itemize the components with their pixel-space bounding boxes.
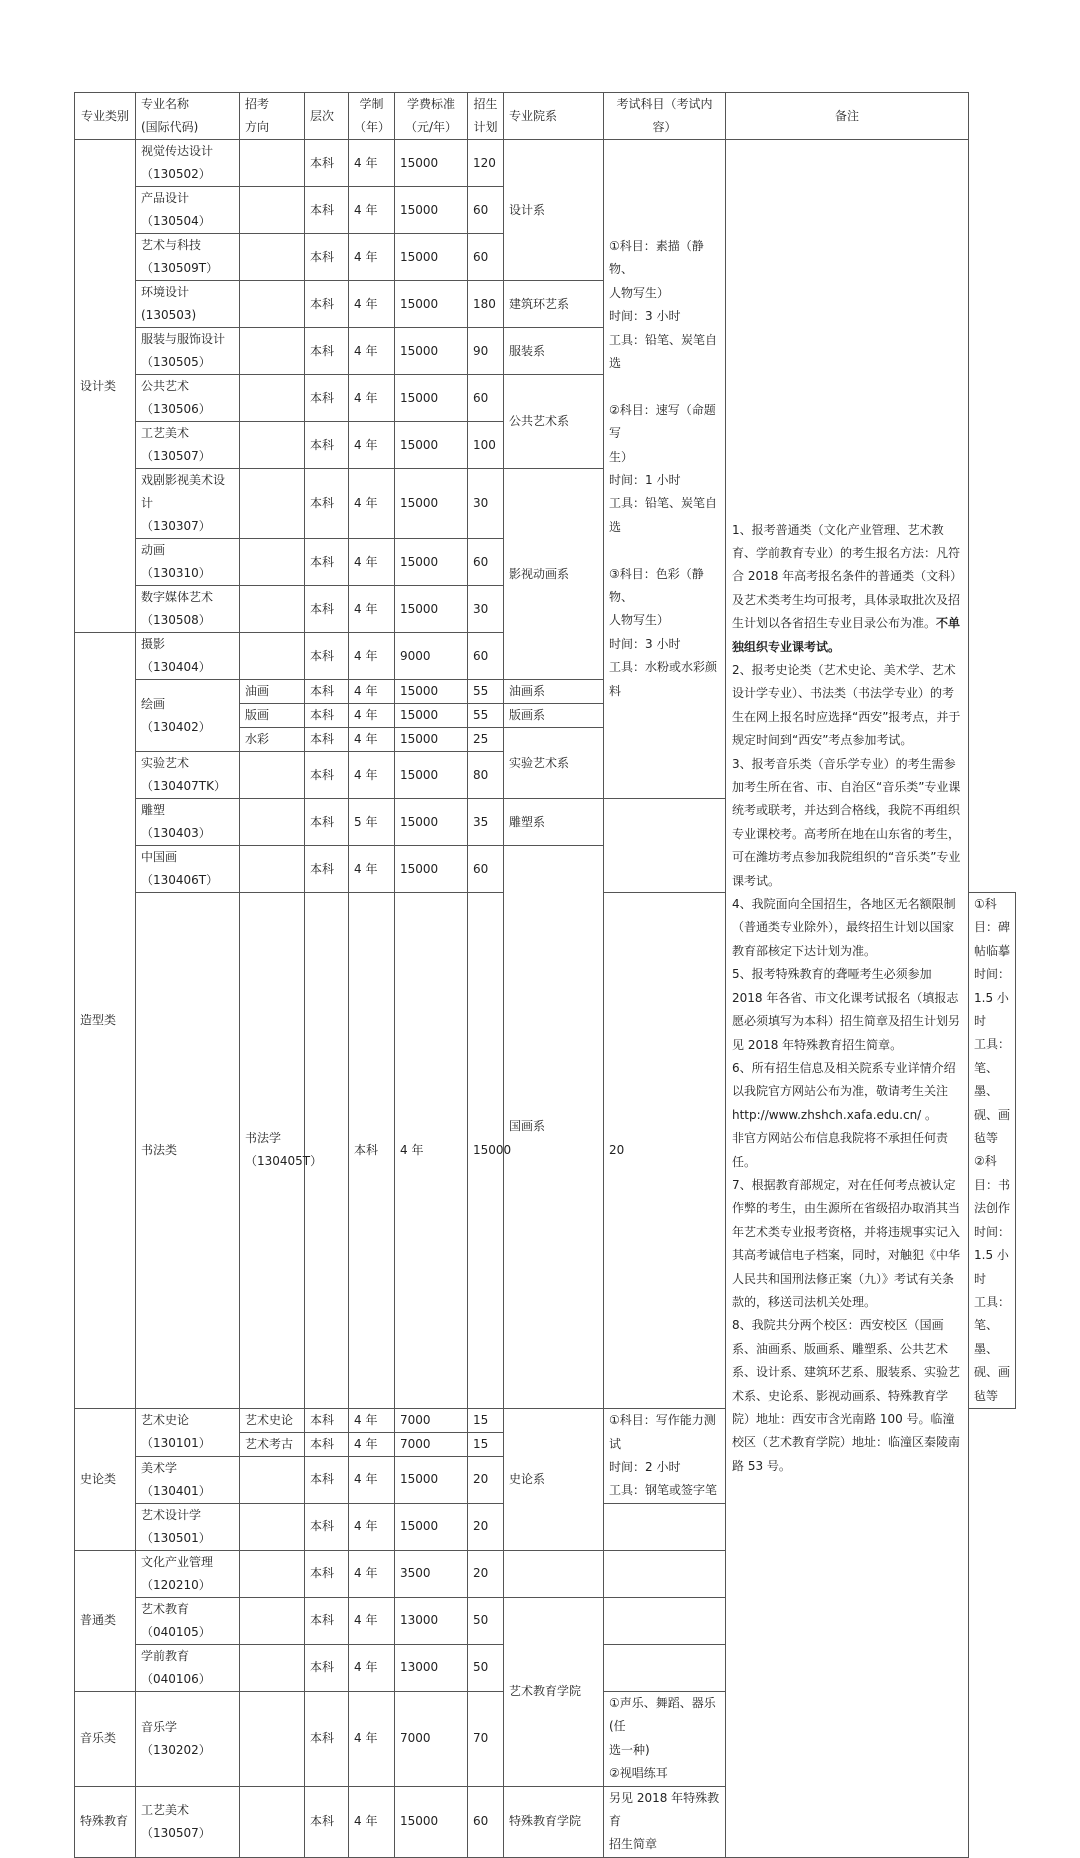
exam-empty [604, 1550, 726, 1597]
plan: 20 [468, 1503, 504, 1550]
direction [240, 846, 305, 893]
exam-special: 另见 2018 年特殊教育 招生简章 [604, 1786, 726, 1857]
exam-empty [604, 1644, 726, 1691]
department-public-art: 公共艺术系 [504, 375, 604, 469]
department-oil: 油画系 [504, 680, 604, 704]
plan: 35 [468, 799, 504, 846]
note-7: 7、根据教育部规定，对在任何考点被认定作弊的考生，由生源所在省级招办取消其当年艺术类专业报考资格，并将违规事实记入其高考诚信电子档案，同时，对触犯《中华人民共和国刑法修正案（九）》考试有关条款的，移送司法机关处理。 [732, 1177, 961, 1309]
level: 本科 [305, 1550, 349, 1597]
plan: 60 [468, 846, 504, 893]
years: 4 年 [349, 633, 395, 680]
direction [240, 1550, 305, 1597]
fee: 15000 [395, 846, 468, 893]
plan: 55 [468, 704, 504, 728]
plan: 20 [468, 1456, 504, 1503]
note-3: 3、报考音乐类（音乐学专业）的考生需参加考生所在省、市、自治区“音乐类”专业课统考或联考，并达到合格线，我院不再组织专业课校考。高考所在地在山东省的考生，可在潍坊考点参加我院组织的“音乐类”专业课考试。 [732, 756, 961, 888]
major-name: 雕塑 （130403） [136, 799, 240, 846]
plan: 20 [468, 1550, 504, 1597]
years: 4 年 [349, 846, 395, 893]
direction [240, 586, 305, 633]
major-name: 工艺美术 （130507） [136, 1786, 240, 1857]
fee: 15000 [395, 539, 468, 586]
plan: 25 [468, 728, 504, 752]
header-department: 专业院系 [504, 93, 604, 140]
plan: 20 [604, 893, 726, 1409]
fee: 15000 [468, 893, 504, 1409]
plan: 60 [468, 234, 504, 281]
major-name: 动画 （130310） [136, 539, 240, 586]
level: 本科 [305, 187, 349, 234]
fee: 15000 [395, 799, 468, 846]
plan: 90 [468, 328, 504, 375]
note-2: 2、报考史论类（艺术史论、美术学、艺术设计学专业）、书法类（书法学专业）的考生在网上报名时应选择“西安”报考点，并于规定时间到“西安”考点参加考试。 [732, 663, 961, 748]
category-music: 音乐类 [75, 1691, 136, 1786]
department-design: 设计系 [504, 140, 604, 281]
header-plan: 招生 计划 [468, 93, 504, 140]
level: 本科 [305, 728, 349, 752]
major-name: 公共艺术 （130506） [136, 375, 240, 422]
direction [240, 422, 305, 469]
level: 本科 [305, 586, 349, 633]
note-8: 8、我院共分两个校区：西安校区（国画系、油画系、版画系、雕塑系、公共艺术系、设计系、建筑环艺系、服装系、实验艺术系、史论系、影视动画系、特殊教育学院）地址：西安市含光南路 100 号。临潼校区（艺术教育学院）地址：临潼区秦陵南路 53 号。 [732, 1318, 961, 1473]
major-name: 艺术设计学 （130501） [136, 1503, 240, 1550]
direction [240, 1597, 305, 1644]
fee: 15000 [395, 422, 468, 469]
years: 4 年 [349, 1550, 395, 1597]
notes-column [726, 140, 969, 1858]
department-empty [504, 1550, 604, 1597]
plan: 100 [468, 422, 504, 469]
direction [305, 893, 349, 1409]
fee: 9000 [395, 633, 468, 680]
major-name: 视觉传达设计 （130502） [136, 140, 240, 187]
fee: 13000 [395, 1644, 468, 1691]
level: 本科 [305, 1597, 349, 1644]
years: 4 年 [349, 680, 395, 704]
plan: 50 [468, 1644, 504, 1691]
plan: 15 [468, 1432, 504, 1456]
fee: 15000 [395, 140, 468, 187]
direction [240, 328, 305, 375]
major-name: 数字媒体艺术 （130508） [136, 586, 240, 633]
header-notes: 备注 [726, 93, 969, 140]
direction [240, 1644, 305, 1691]
level: 本科 [305, 1503, 349, 1550]
fee: 15000 [395, 328, 468, 375]
level: 本科 [305, 1408, 349, 1432]
level: 本科 [305, 680, 349, 704]
exam-calligraphy: ①科目：碑帖临摹 时间：1.5 小时 工具：笔、墨、砚、画 毡等 ②科目：书法创作 时间：1.5 小时 工具：笔、墨、砚、画 毡等 [969, 893, 1016, 1409]
direction [240, 234, 305, 281]
level: 本科 [305, 799, 349, 846]
department-history: 史论系 [504, 1408, 604, 1550]
years: 4 年 [349, 1432, 395, 1456]
fee: 15000 [395, 281, 468, 328]
department-animation: 影视动画系 [504, 469, 604, 680]
direction: 艺术史论 [240, 1408, 305, 1432]
fee: 15000 [395, 187, 468, 234]
department-sculpture: 雕塑系 [504, 799, 604, 846]
fee: 15000 [395, 469, 468, 539]
years: 4 年 [349, 1597, 395, 1644]
header-level: 层次 [305, 93, 349, 140]
major-name: 中国画 （130406T） [136, 846, 240, 893]
direction [240, 539, 305, 586]
years: 5 年 [349, 799, 395, 846]
years: 4 年 [349, 728, 395, 752]
years: 4 年 [349, 1644, 395, 1691]
note-1: 1、报考普通类（文化产业管理、艺术教育、学前教育专业）的考生报名方法：凡符合 2018 年高考报名条件的普通类（文科）及艺术类考生均可报考，具体录取批次及招生计划以各省招生专业目录公布为准。 [732, 522, 963, 631]
note-6b: 非官方网站公布信息我院将不承担任何责任。 [732, 1131, 949, 1169]
exam-empty [604, 1597, 726, 1644]
major-name: 艺术与科技 （130509T） [136, 234, 240, 281]
fee: 15000 [395, 586, 468, 633]
level: 本科 [305, 469, 349, 539]
years: 4 年 [349, 539, 395, 586]
major-name: 文化产业管理 （120210） [136, 1550, 240, 1597]
category-general: 普通类 [75, 1550, 136, 1691]
header-fee: 学费标准 （元/年） [395, 93, 468, 140]
level: 本科 [305, 1644, 349, 1691]
level: 本科 [305, 328, 349, 375]
years: 4 年 [349, 704, 395, 728]
level: 本科 [305, 1432, 349, 1456]
header-direction: 招考 方向 [240, 93, 305, 140]
years: 4 年 [349, 375, 395, 422]
table-header-row [75, 93, 1016, 140]
level: 本科 [349, 893, 395, 1409]
direction [240, 799, 305, 846]
plan: 30 [468, 586, 504, 633]
department-special-education: 特殊教育学院 [504, 1786, 604, 1857]
direction [240, 633, 305, 680]
major-name: 工艺美术 （130507） [136, 422, 240, 469]
exam-empty [604, 1503, 726, 1550]
exam-history: ①科目：写作能力测试 时间：2 小时 工具：钢笔或签字笔 [604, 1408, 726, 1503]
fee: 15000 [395, 1456, 468, 1503]
fee: 13000 [395, 1597, 468, 1644]
major-name: 绘画 （130402） [136, 680, 240, 752]
level: 本科 [305, 1691, 349, 1786]
note-1-bold: 不单独组织专业课考试。 [732, 616, 961, 654]
direction [240, 187, 305, 234]
years: 4 年 [349, 422, 395, 469]
fee: 15000 [395, 1786, 468, 1857]
header-exam: 考试科目（考试内容） [604, 93, 726, 140]
years: 4 年 [349, 140, 395, 187]
fee: 7000 [395, 1408, 468, 1432]
direction [240, 1691, 305, 1786]
plan: 60 [468, 1786, 504, 1857]
major-name: 音乐学 （130202） [136, 1691, 240, 1786]
years: 4 年 [349, 328, 395, 375]
direction: 版画 [240, 704, 305, 728]
plan: 80 [468, 752, 504, 799]
fee: 15000 [395, 234, 468, 281]
major-name: 美术学 （130401） [136, 1456, 240, 1503]
direction: 艺术考古 [240, 1432, 305, 1456]
years: 4 年 [349, 234, 395, 281]
level: 本科 [305, 281, 349, 328]
header-years: 学制 （年） [349, 93, 395, 140]
years: 4 年 [349, 1503, 395, 1550]
direction [240, 1456, 305, 1503]
years: 4 年 [395, 893, 468, 1409]
header-category: 专业类别 [75, 93, 136, 140]
major-name: 环境设计 (130503) [136, 281, 240, 328]
direction [240, 469, 305, 539]
fee: 15000 [395, 1503, 468, 1550]
fee: 15000 [395, 680, 468, 704]
category-modeling: 造型类 [75, 633, 136, 1409]
note-5: 5、报考特殊教育的聋哑考生必须参加 2018 年各省、市文化课考试报名（填报志愿必须填写为本科）招生简章及招生计划另见 2018 年特殊教育招生简章。 [732, 967, 961, 1052]
plan: 15 [468, 1408, 504, 1432]
note-6: 6、所有招生信息及相关院系专业详情介绍以我院官方网站公布为准，敬请考生关注 http://www.zhshch.xafa.edu.cn/ 。 [732, 1060, 956, 1122]
direction [240, 281, 305, 328]
exam-art: ①科目：素描（静物、 人物写生） 时间：3 小时 工具：铅笔、炭笔自选 ②科目：速写（命题写 生） 时间：1 小时 工具：铅笔、炭笔自选 ③科目：色彩（静物、 人物写生） 时间：3 小时 工具：水粉或水彩颜料 [604, 140, 726, 799]
level: 本科 [305, 752, 349, 799]
category-calligraphy: 书法类 [136, 893, 240, 1409]
fee: 15000 [395, 375, 468, 422]
years: 4 年 [349, 187, 395, 234]
major-name: 服装与服饰设计 （130505） [136, 328, 240, 375]
level: 本科 [305, 1786, 349, 1857]
direction: 水彩 [240, 728, 305, 752]
header-major: 专业名称 (国际代码) [136, 93, 240, 140]
department-experimental: 实验艺术系 [504, 728, 604, 799]
plan: 180 [468, 281, 504, 328]
table-row [75, 140, 1016, 187]
department-fashion: 服装系 [504, 328, 604, 375]
note-4: 4、我院面向全国招生，各地区无名额限制（普通类专业除外），最终招生计划以国家教育部核定下达计划为准。 [732, 897, 956, 958]
years: 4 年 [349, 586, 395, 633]
level: 本科 [305, 234, 349, 281]
exam-music: ①声乐、舞蹈、器乐(任 选一种) ②视唱练耳 [604, 1691, 726, 1786]
level: 本科 [305, 539, 349, 586]
major-name: 产品设计 （130504） [136, 187, 240, 234]
major-name: 书法学 （130405T） [240, 893, 305, 1409]
plan: 70 [468, 1691, 504, 1786]
level: 本科 [305, 846, 349, 893]
direction [240, 1503, 305, 1550]
plan: 55 [468, 680, 504, 704]
direction [240, 752, 305, 799]
major-name: 学前教育 （040106） [136, 1644, 240, 1691]
department-print: 版画系 [504, 704, 604, 728]
level: 本科 [305, 422, 349, 469]
major-name: 艺术教育 （040105） [136, 1597, 240, 1644]
major-name: 戏剧影视美术设计 （130307） [136, 469, 240, 539]
level: 本科 [305, 375, 349, 422]
years: 4 年 [349, 752, 395, 799]
direction [240, 1786, 305, 1857]
level: 本科 [305, 140, 349, 187]
fee: 15000 [395, 752, 468, 799]
category-history: 史论类 [75, 1408, 136, 1550]
plan: 50 [468, 1597, 504, 1644]
years: 4 年 [349, 469, 395, 539]
department-chinese-painting: 国画系 [504, 846, 604, 1409]
level: 本科 [305, 633, 349, 680]
plan: 30 [468, 469, 504, 539]
years: 4 年 [349, 1691, 395, 1786]
category-special: 特殊教育 [75, 1786, 136, 1857]
plan: 60 [468, 187, 504, 234]
plan: 60 [468, 375, 504, 422]
admission-table [74, 92, 1016, 1858]
years: 4 年 [349, 1408, 395, 1432]
plan: 120 [468, 140, 504, 187]
direction: 油画 [240, 680, 305, 704]
level: 本科 [305, 1456, 349, 1503]
fee: 15000 [395, 704, 468, 728]
years: 4 年 [349, 1786, 395, 1857]
plan: 60 [468, 539, 504, 586]
category-design: 设计类 [75, 140, 136, 633]
department-architecture: 建筑环艺系 [504, 281, 604, 328]
level: 本科 [305, 704, 349, 728]
fee: 3500 [395, 1550, 468, 1597]
fee: 15000 [395, 728, 468, 752]
major-name: 艺术史论 （130101） [136, 1408, 240, 1456]
plan: 60 [468, 633, 504, 680]
department-art-education: 艺术教育学院 [504, 1597, 604, 1786]
fee: 7000 [395, 1691, 468, 1786]
years: 4 年 [349, 281, 395, 328]
years: 4 年 [349, 1456, 395, 1503]
major-name: 实验艺术 （130407TK） [136, 752, 240, 799]
direction [240, 375, 305, 422]
fee: 7000 [395, 1432, 468, 1456]
major-name: 摄影 （130404） [136, 633, 240, 680]
direction [240, 140, 305, 187]
